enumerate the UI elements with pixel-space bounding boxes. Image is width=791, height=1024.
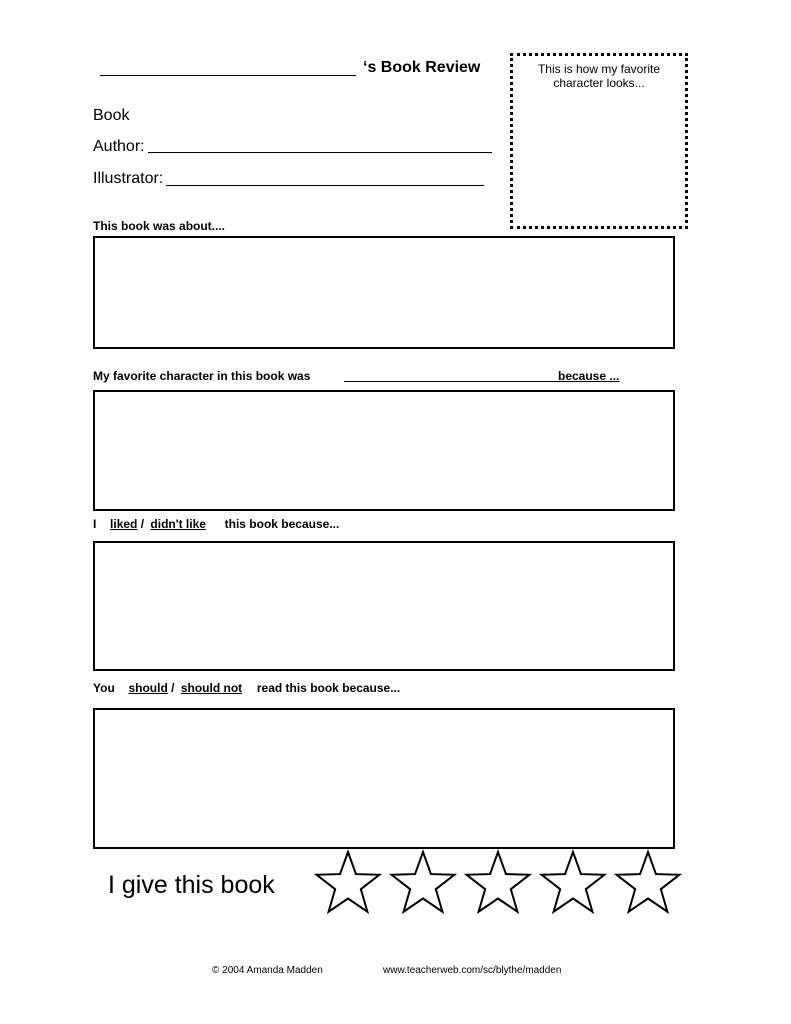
because-label: because ... xyxy=(558,369,620,383)
should-prompt xyxy=(93,681,400,695)
star-icon[interactable] xyxy=(617,852,680,912)
star-icon[interactable] xyxy=(542,852,605,912)
book-label: Book xyxy=(93,107,130,124)
should-answer-box[interactable] xyxy=(93,708,675,849)
should-prefix: You xyxy=(93,681,115,695)
liked-suffix: this book because... xyxy=(224,517,340,531)
favorite-prompt: My favorite character in this book was xyxy=(93,369,311,383)
should-not-option[interactable]: should not xyxy=(180,681,243,695)
liked-separator: / xyxy=(140,517,145,531)
illustrator-line[interactable] xyxy=(166,185,484,186)
should-option[interactable]: should xyxy=(128,681,168,695)
author-line[interactable] xyxy=(148,152,492,153)
picture-caption-line2: character looks... xyxy=(553,76,645,90)
reviewer-name-line[interactable] xyxy=(100,75,356,76)
about-prompt: This book was about.... xyxy=(93,219,226,233)
star-icon[interactable] xyxy=(392,852,455,912)
favorite-answer-box[interactable] xyxy=(93,390,675,511)
liked-prefix: I xyxy=(93,517,97,531)
star-icon[interactable] xyxy=(317,852,380,912)
footer-url[interactable]: www.teacherweb.com/sc/blythe/madden xyxy=(383,965,562,976)
copyright-text: © 2004 Amanda Madden xyxy=(212,965,323,976)
page-title: ‘s Book Review xyxy=(363,59,481,76)
picture-caption xyxy=(513,62,685,90)
picture-caption-line1: This is how my favorite xyxy=(537,62,661,76)
about-answer-box[interactable] xyxy=(93,236,675,349)
didnt-like-option[interactable]: didn't like xyxy=(150,517,206,531)
star-icon[interactable] xyxy=(467,852,530,912)
star-rating[interactable] xyxy=(312,848,684,918)
liked-answer-box[interactable] xyxy=(93,541,675,671)
liked-option[interactable]: liked xyxy=(110,517,138,531)
author-label: Author: xyxy=(93,138,145,155)
character-drawing-box[interactable] xyxy=(510,53,688,229)
liked-prompt xyxy=(93,517,339,531)
should-separator: / xyxy=(171,681,175,695)
favorite-character-line[interactable] xyxy=(344,381,558,382)
rating-text: I give this book xyxy=(108,871,275,899)
should-suffix: read this book because... xyxy=(256,681,401,695)
illustrator-label: Illustrator: xyxy=(93,170,164,187)
